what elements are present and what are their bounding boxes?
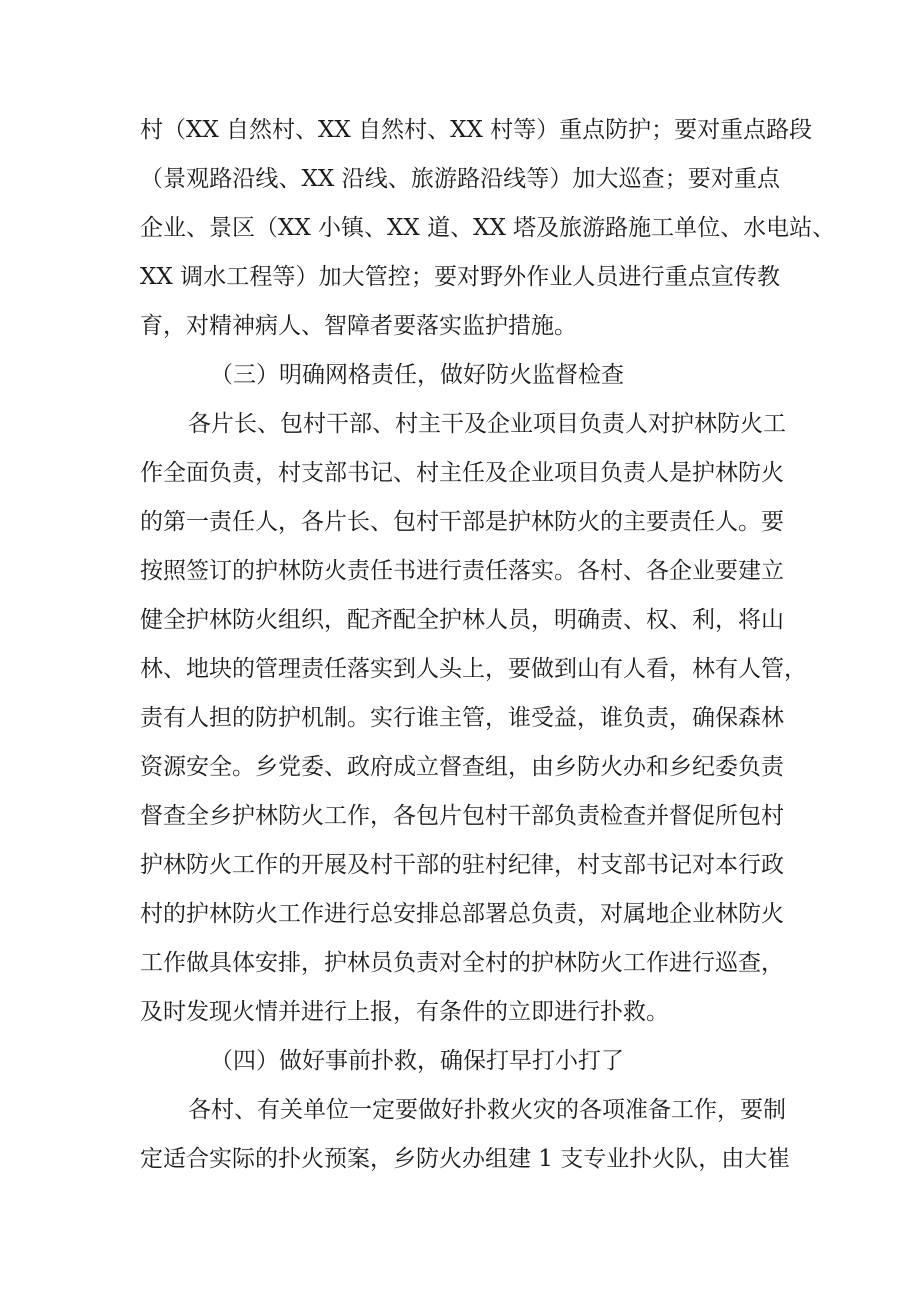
- paragraph-2-line-3: 的第一责任人，各片长、包村干部是护林防火的主要责任人。要: [140, 509, 784, 535]
- paragraph-2-line-9: 督查全乡护林防火工作，各包片包村干部负责检查并督促所包村: [140, 803, 784, 829]
- paragraph-2-line-4: 按照签订的护林防火责任书进行责任落实。各村、各企业要建立: [140, 558, 784, 584]
- paragraph-1-line-2: （景观路沿线、XX 沿线、旅游路沿线等）加大巡查；要对重点: [140, 166, 780, 192]
- paragraph-2-line-5: 健全护林防火组织，配齐配全护林人员，明确责、权、利，将山: [140, 607, 784, 633]
- paragraph-2-line-8: 资源安全。乡党委、政府成立督查组，由乡防火办和乡纪委负责: [140, 754, 784, 780]
- paragraph-2-line-10: 护林防火工作的开展及村干部的驻村纪律，村支部书记对本行政: [140, 852, 784, 878]
- paragraph-3-line-2: 定适合实际的扑火预案，乡防火办组建 1 支专业扑火队，由大崔: [140, 1146, 791, 1172]
- paragraph-1-line-1: 村（XX 自然村、XX 自然村、XX 村等）重点防护；要对重点路段: [140, 117, 813, 143]
- section-heading-3: （三）明确网格责任，做好防火监督检查: [210, 362, 624, 388]
- paragraph-2-line-12: 工作做具体安排，护林员负责对全村的护林防火工作进行巡查，: [140, 950, 784, 976]
- paragraph-2-line-11: 村的护林防火工作进行总安排总部署总负责，对属地企业林防火: [140, 901, 784, 927]
- paragraph-3-line-1: 各村、有关单位一定要做好扑救火灾的各项准备工作，要制: [188, 1097, 786, 1123]
- paragraph-2-line-13: 及时发现火情并进行上报，有条件的立即进行扑救。: [140, 999, 669, 1025]
- paragraph-2-line-1: 各片长、包村干部、村主干及企业项目负责人对护林防火工: [188, 411, 786, 437]
- paragraph-2-line-6: 林、地块的管理责任落实到人头上，要做到山有人看，林有人管，: [140, 656, 807, 682]
- paragraph-1-line-5: 育，对精神病人、智障者要落实监护措施。: [140, 313, 577, 339]
- paragraph-2-line-2: 作全面负责，村支部书记、村主任及企业项目负责人是护林防火: [140, 460, 784, 486]
- paragraph-1-line-4: XX 调水工程等）加大管控；要对野外作业人员进行重点宣传教: [140, 264, 780, 290]
- paragraph-2-line-7: 责有人担的防护机制。实行谁主管，谁受益，谁负责，确保森林: [140, 705, 784, 731]
- section-heading-4: （四）做好事前扑救，确保打早打小打了: [210, 1048, 624, 1074]
- paragraph-1-line-3: 企业、景区（XX 小镇、XX 道、XX 塔及旅游路施工单位、水电站、: [140, 215, 836, 241]
